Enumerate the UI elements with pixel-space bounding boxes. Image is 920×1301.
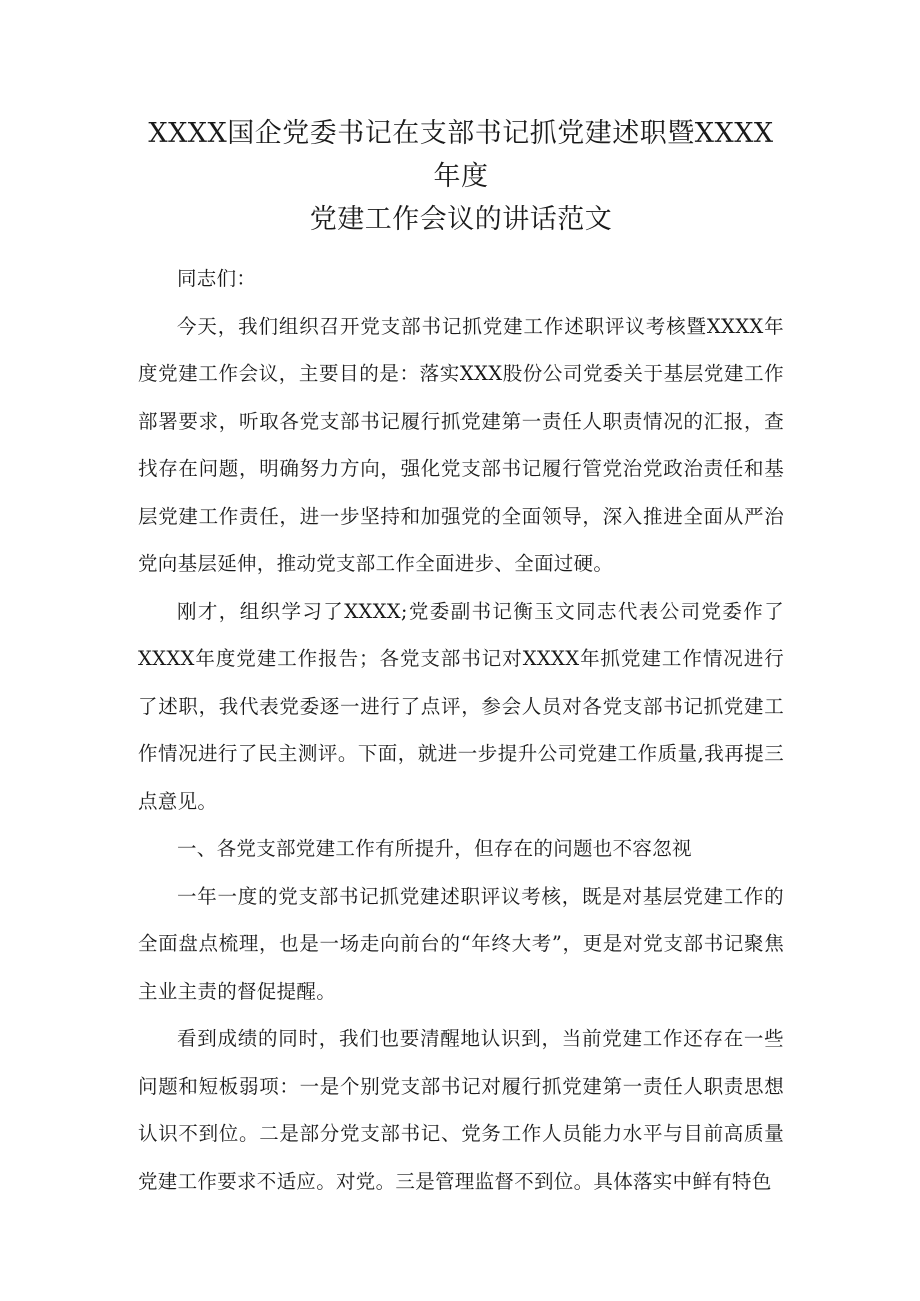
paragraph-meeting-purpose: 今天，我们组织召开党支部书记抓党建工作述职评议考核暨XXXX年度党建工作会议，主要目的是：落实XXX股份公司党委关于基层党建工作部署要求，听取各党支部书记履行抓党建第一责任人职责情况的汇报，查找存在问题，明确努力方向，强化党支部书记履行管党治党政治责任和基层党建工作责任，进一步坚持和加强党的全面领导，深入推进全面从严治党向基层延伸，推动党支部工作全面进步、全面过硬。 [138,314,784,575]
section-heading-1: 一、各党支部党建工作有所提升，但存在的问题也不容忽视 [177,837,692,860]
document-title [138,112,784,241]
paragraph-annual-review: 一年一度的党支部书记抓党建述职评议考核，既是对基层党建工作的全面盘点梳理，也是一场走向前台的“年终大考”，更是对党支部书记聚焦主业主责的督促提醒。 [138,884,784,1003]
title-line-1: XXXX国企党委书记在支部书记抓党建述职暨XXXX年度 [148,118,774,192]
title-line-2: 党建工作会议的讲话范文 [309,204,613,235]
paragraph-meeting-review: 刚才，组织学习了XXXX;党委副书记衡玉文同志代表公司党委作了XXXX年度党建工作报告；各党支部书记对XXXX年抓党建工作情况进行了述职，我代表党委逐一进行了点评，参会人员对各党支部书记抓党建工作情况进行了民主测评。下面，就进一步提升公司党建工作质量,我再提三点意见。 [138,599,784,813]
paragraph-problems: 看到成绩的同时，我们也要清醒地认识到，当前党建工作还存在一些问题和短板弱项：一是个别党支部书记对履行抓党建第一责任人职责思想认识不到位。二是部分党支部书记、党务工作人员能力水平与目前高质量党建工作要求不适应。对党。三是管理监督不到位。具体落实中鲜有特色 [138,1027,784,1193]
salutation: 同志们： [177,267,257,290]
